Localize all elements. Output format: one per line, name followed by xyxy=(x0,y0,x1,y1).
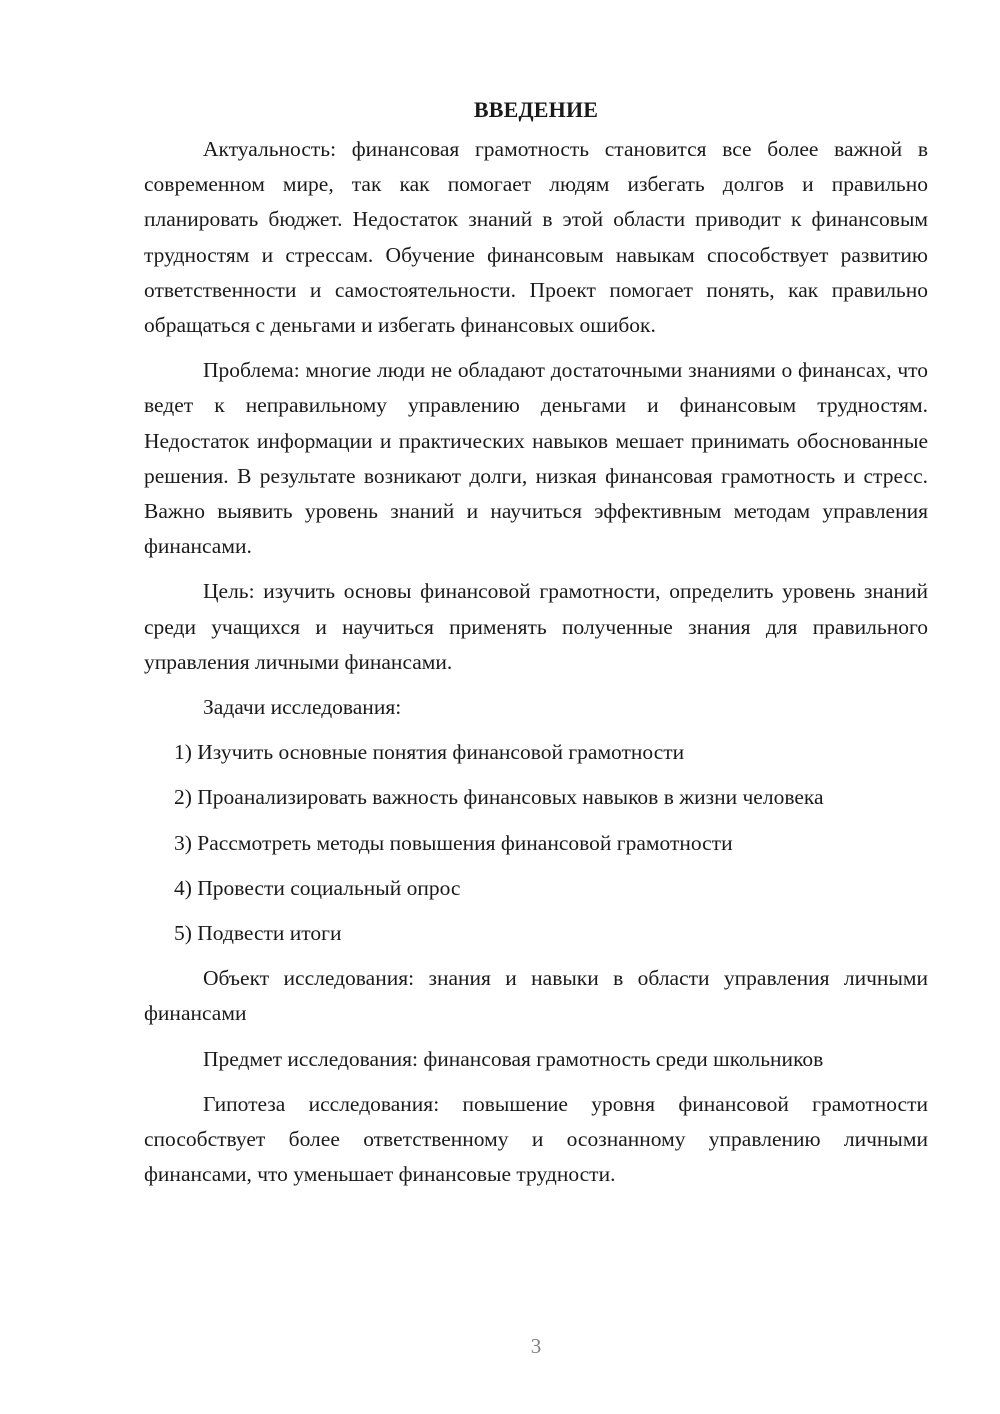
page-number: 3 xyxy=(530,1334,542,1358)
task-item: 5) Подвести итоги xyxy=(174,921,342,946)
task-item: 1) Изучить основные понятия финансовой грамотности xyxy=(174,740,685,765)
problem-paragraph: Проблема: многие люди не обладают достаточными знаниями о финансах, что ведет к неправильному управлению деньгами и финансовым трудностям. Недостаток информации и практических навыков мешает принимать обоснованные решения. В результате возникают долги, низкая финансовая грамотность и стресс. Важно выявить уровень знаний и научиться эффективным методам управления финансами. xyxy=(144,358,928,559)
task-item: 4) Провести социальный опрос xyxy=(174,875,461,900)
object-paragraph: Объект исследования: знания и навыки в области управления личными финансами xyxy=(144,966,928,1026)
hypothesis-paragraph: Гипотеза исследования: повышение уровня финансовой грамотности способствует более ответственному и осознанному управлению личными финансами, что уменьшает финансовые трудности. xyxy=(144,1091,928,1187)
page-content xyxy=(144,92,928,1202)
relevance-paragraph: Актуальность: финансовая грамотность становится все более важной в современном мире, так как помогает людям избегать долгов и правильно планировать бюджет. Недостаток знаний в этой области приводит к финансовым трудностям и стрессам. Обучение финансовым навыкам способствует развитию ответственности и самостоятельности. Проект помогает понять, как правильно обращаться с деньгами и избегать финансовых ошибок. xyxy=(144,137,928,338)
subject-paragraph: Предмет исследования: финансовая грамотность среди школьников xyxy=(203,1046,824,1071)
task-item: 3) Рассмотреть методы повышения финансовой грамотности xyxy=(174,830,733,855)
task-item: 2) Проанализировать важность финансовых навыков в жизни человека xyxy=(174,785,824,810)
section-title: ВВЕДЕНИЕ xyxy=(473,97,599,122)
goal-paragraph: Цель: изучить основы финансовой грамотности, определить уровень знаний среди учащихся и научиться применять полученные знания для правильного управления личными финансами. xyxy=(144,579,928,674)
tasks-heading: Задачи исследования: xyxy=(203,695,402,720)
